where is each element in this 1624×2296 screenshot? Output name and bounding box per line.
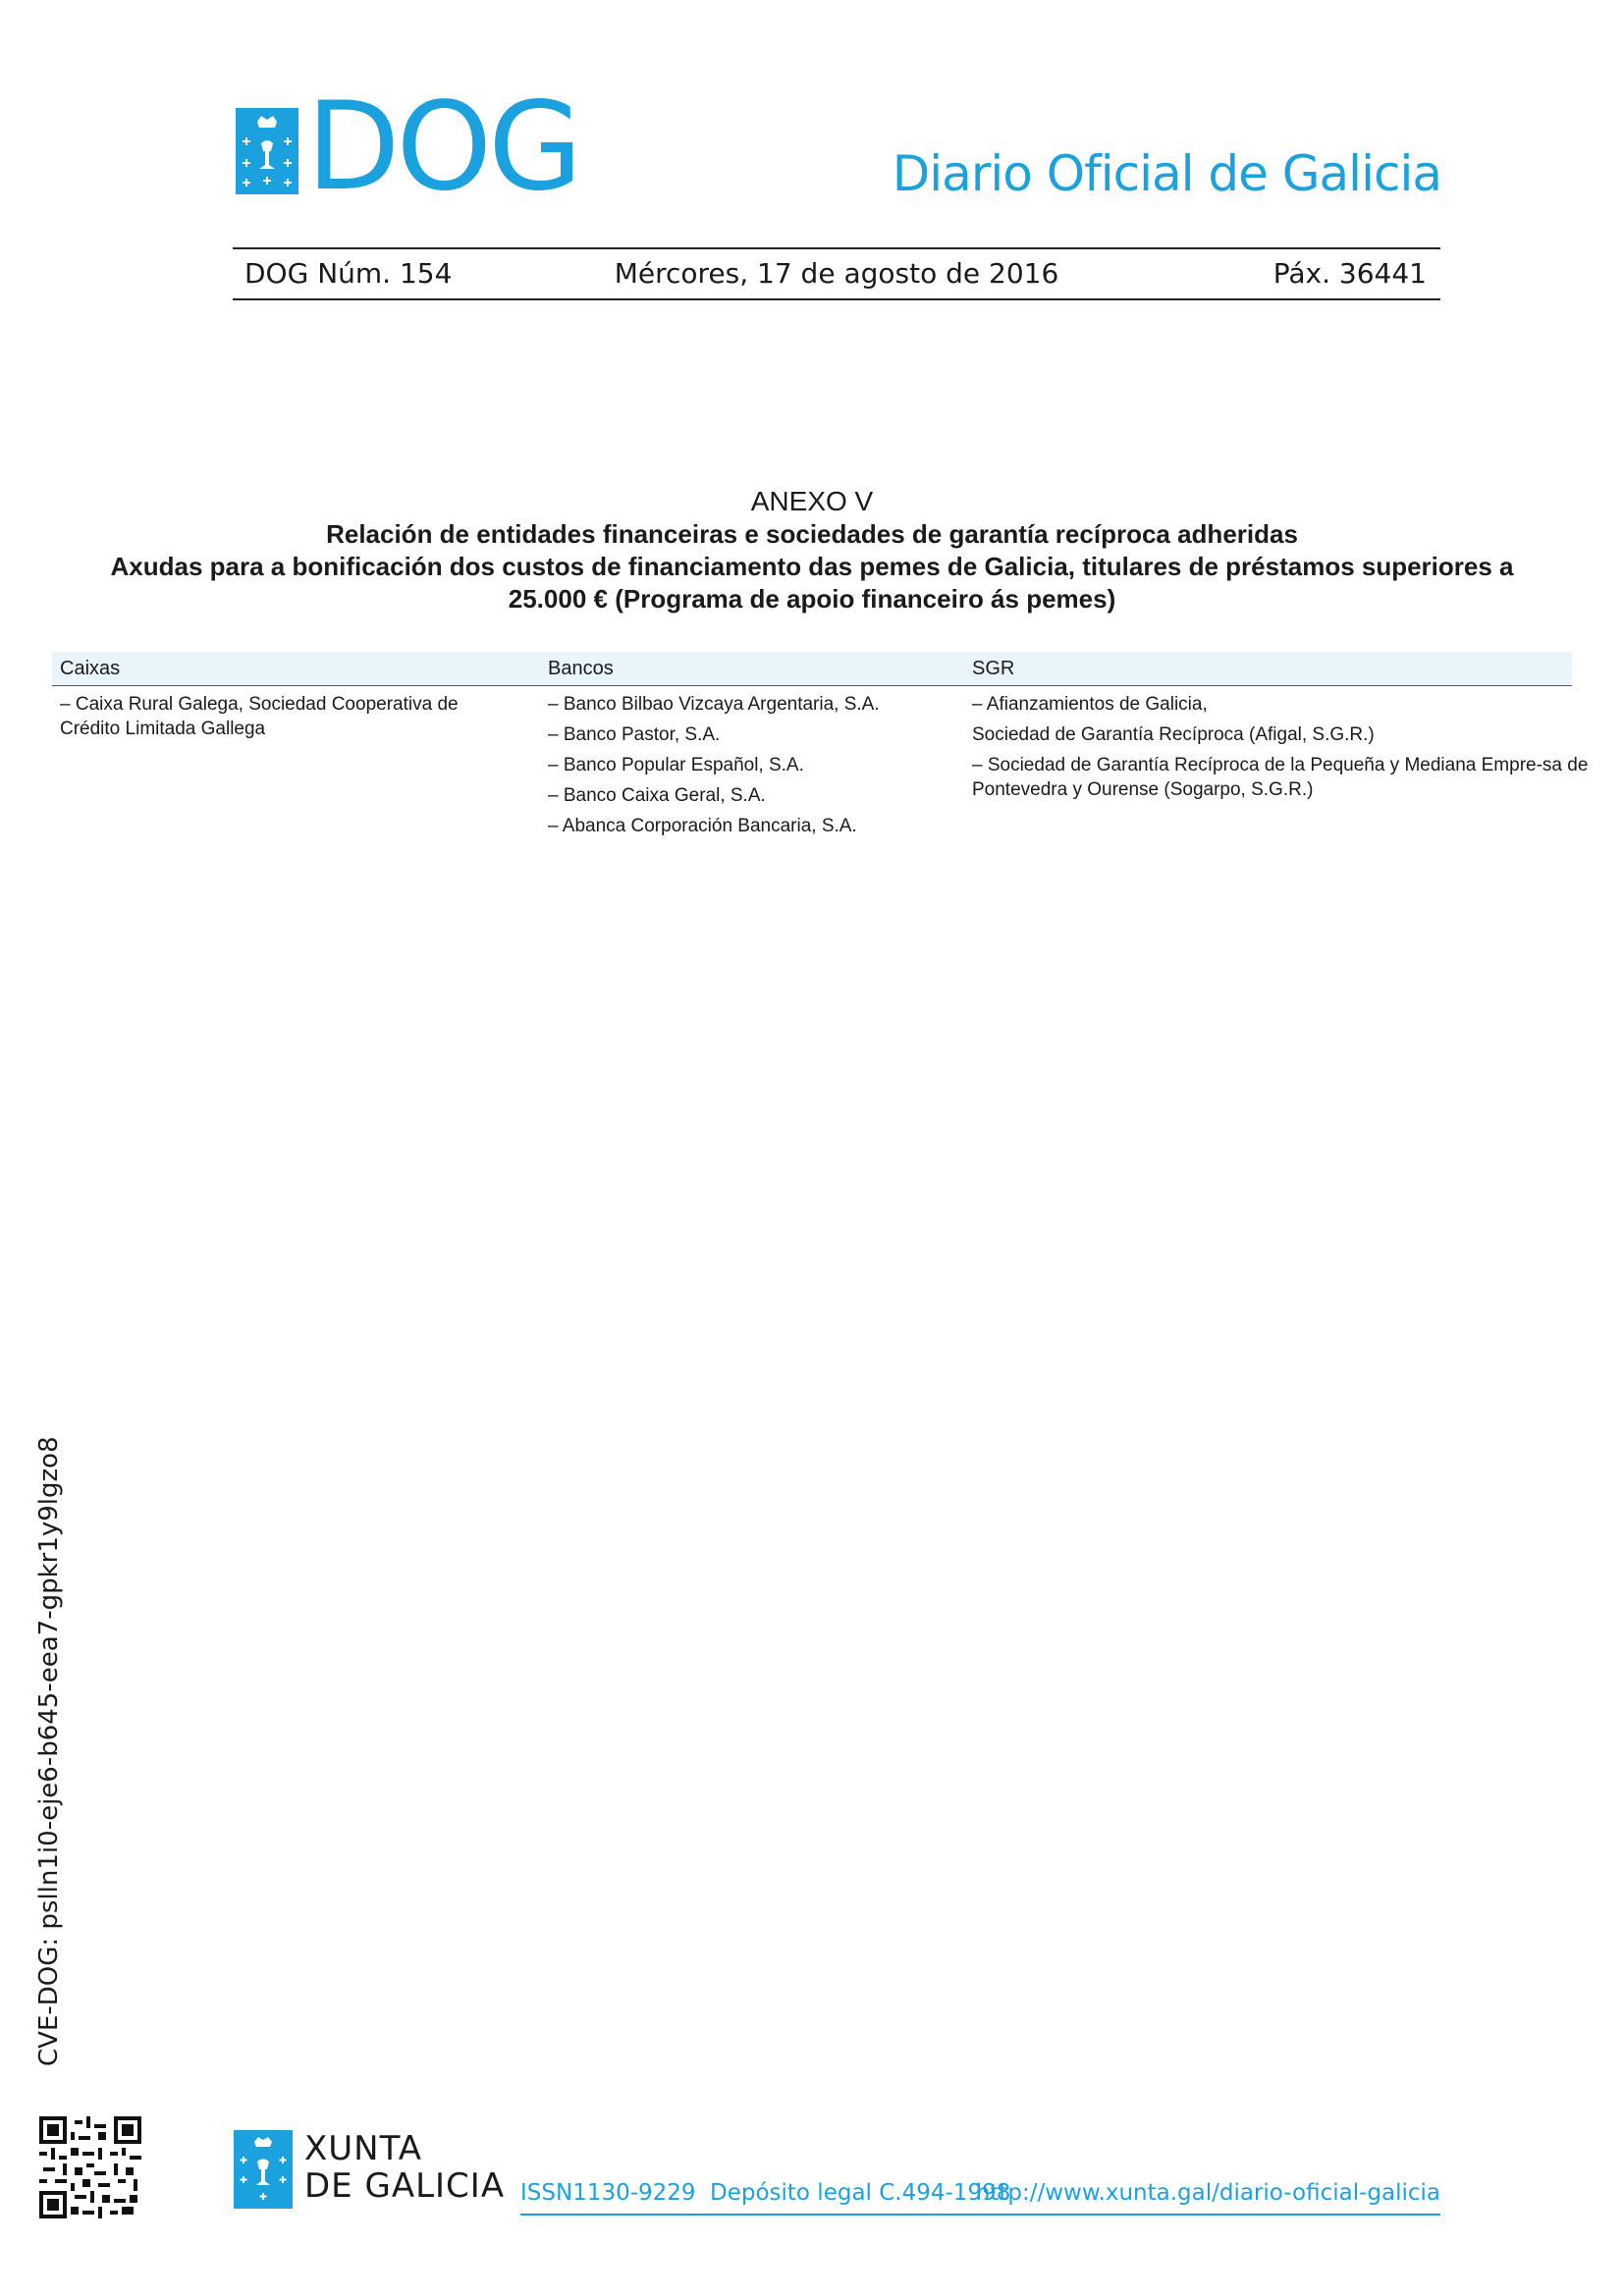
annex-subtitle-2: Axudas para a bonificación dos custos de financiamento das pemes de Galicia, titulares de préstamos superiores a xyxy=(110,552,1514,581)
galicia-coat-of-arms-icon xyxy=(236,108,298,194)
sgr-column xyxy=(972,686,1624,802)
entities-table xyxy=(52,652,1589,836)
list-item: – Banco Bilbao Vizcaya Argentaria, S.A. xyxy=(548,694,880,715)
list-item: – Banco Popular Español, S.A. xyxy=(548,755,804,775)
xunta-brand-line-1: XUNTA xyxy=(304,2129,422,2168)
issue-bar xyxy=(233,247,1440,300)
list-item: Sociedad de Garantía Recíproca (Afigal, S.G.R.) xyxy=(972,724,1375,745)
annex-label: ANEXO V xyxy=(750,486,874,516)
header-bancos: Bancos xyxy=(548,658,614,679)
cve-code: CVE-DOG: pslln1i0-eje6-b645-eea7-gpkr1y9lgzo8 xyxy=(34,1436,64,2066)
website-link[interactable]: http://www.xunta.gal/diario-oficial-galicia xyxy=(975,2180,1440,2206)
header-sgr: SGR xyxy=(972,658,1015,679)
page-number: Páx. 36441 xyxy=(1272,257,1427,290)
annex-title-block xyxy=(49,485,1575,615)
annex-subtitle-3: 25.000 € (Programa de apoio financeiro ás pemes) xyxy=(508,584,1116,614)
list-item: – Sociedad de Garantía Recíproca de la Pequeña y Mediana Empre-sa de Pontevedra y Ourense (Sogarpo, S.G.R.) xyxy=(972,755,1589,800)
footer-links xyxy=(520,2176,1440,2216)
bancos-column xyxy=(548,686,960,838)
issn-text: ISSN1130-9229 xyxy=(520,2180,696,2206)
list-item: – Afianzamientos de Galicia, xyxy=(972,694,1208,715)
issue-number: DOG Núm. 154 xyxy=(244,257,453,290)
issue-date: Mércores, 17 de agosto de 2016 xyxy=(614,257,1059,290)
list-item: – Abanca Corporación Bancaria, S.A. xyxy=(548,816,857,836)
header-caixas: Caixas xyxy=(60,658,121,679)
qr-code-icon xyxy=(39,2116,141,2218)
list-item: – Banco Pastor, S.A. xyxy=(548,724,721,745)
list-item: – Banco Caixa Geral, S.A. xyxy=(548,785,766,806)
xunta-brand-line-2: DE GALICIA xyxy=(304,2166,506,2206)
xunta-brand xyxy=(304,2130,505,2205)
dog-logo-text: DOG xyxy=(306,77,579,218)
list-item: – Caixa Rural Galega, Sociedad Cooperativa de Crédito Limitada Gallega xyxy=(60,694,459,739)
xunta-coat-of-arms-icon xyxy=(234,2130,293,2209)
caixas-column xyxy=(60,686,521,741)
table-header xyxy=(52,652,1572,686)
annex-subtitle-1: Relación de entidades financeiras e sociedades de garantía recíproca adheridas xyxy=(326,519,1298,549)
deposito-legal-text: Depósito legal C.494-1998 xyxy=(710,2180,1011,2206)
journal-title: Diario Oficial de Galicia xyxy=(892,145,1441,202)
